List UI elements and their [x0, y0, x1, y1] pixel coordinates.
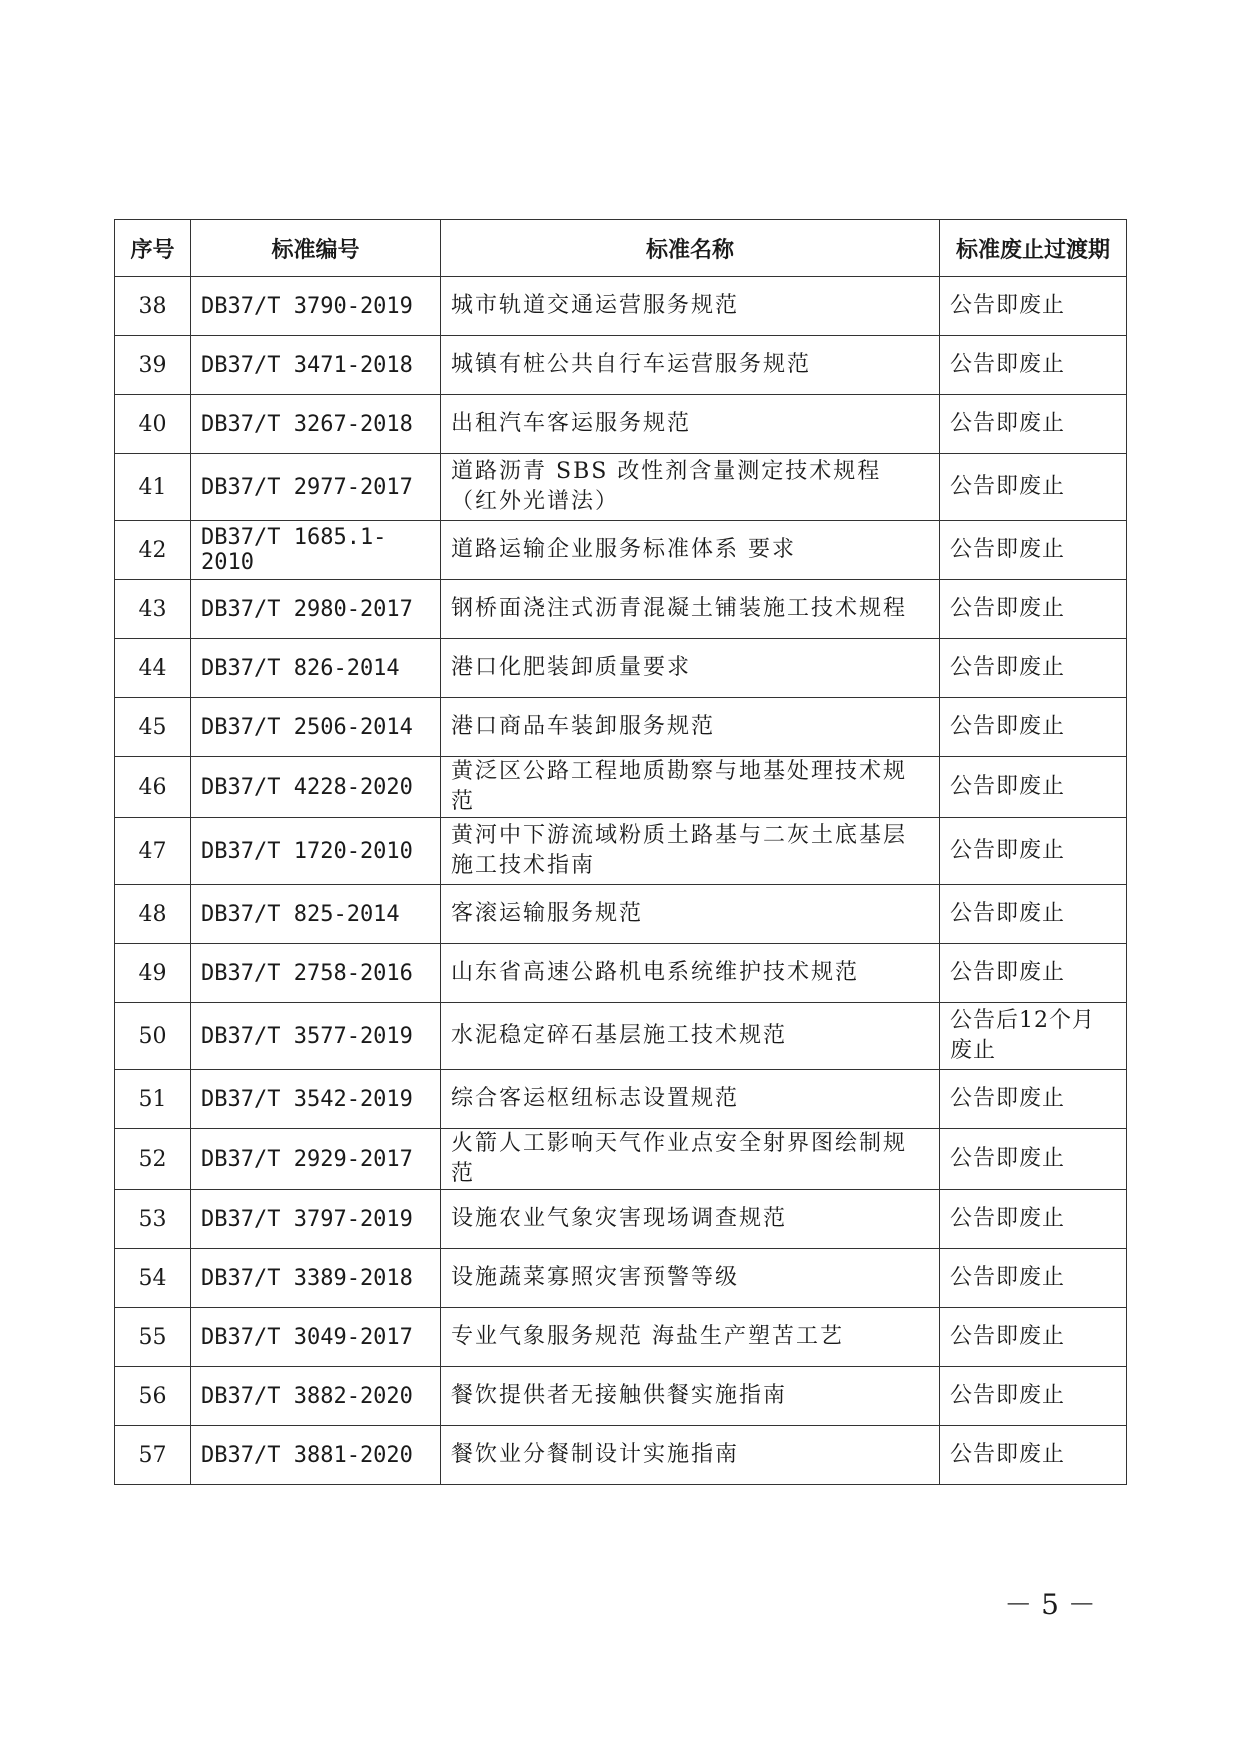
row-code: DB37/T 1685.1-2010 [191, 521, 441, 580]
table-row [115, 1190, 1127, 1249]
row-name: 综合客运枢纽标志设置规范 [441, 1070, 940, 1129]
row-period: 公告即废止 [940, 395, 1127, 454]
row-name: 设施农业气象灾害现场调查规范 [441, 1190, 940, 1249]
table-row [115, 698, 1127, 757]
row-code: DB37/T 3471-2018 [191, 336, 441, 395]
row-name: 餐饮提供者无接触供餐实施指南 [441, 1367, 940, 1426]
header-name: 标准名称 [441, 220, 940, 277]
table-row [115, 454, 1127, 521]
row-code: DB37/T 1720-2010 [191, 818, 441, 885]
row-name: 道路沥青 SBS 改性剂含量测定技术规程（红外光谱法） [441, 454, 940, 521]
row-name: 黄河中下游流域粉质土路基与二灰土底基层施工技术指南 [441, 818, 940, 885]
row-period: 公告即废止 [940, 944, 1127, 1003]
row-index: 56 [115, 1367, 191, 1426]
row-code: DB37/T 2758-2016 [191, 944, 441, 1003]
table-row [115, 1129, 1127, 1190]
row-code: DB37/T 3389-2018 [191, 1249, 441, 1308]
table-header-row [115, 220, 1127, 277]
row-index: 50 [115, 1003, 191, 1070]
row-index: 42 [115, 521, 191, 580]
row-index: 48 [115, 885, 191, 944]
row-code: DB37/T 3882-2020 [191, 1367, 441, 1426]
header-index: 序号 [115, 220, 191, 277]
table-row [115, 277, 1127, 336]
row-code: DB37/T 3881-2020 [191, 1426, 441, 1485]
row-name: 设施蔬菜寡照灾害预警等级 [441, 1249, 940, 1308]
row-index: 51 [115, 1070, 191, 1129]
row-code: DB37/T 3577-2019 [191, 1003, 441, 1070]
row-name: 道路运输企业服务标准体系 要求 [441, 521, 940, 580]
row-name: 专业气象服务规范 海盐生产塑苫工艺 [441, 1308, 940, 1367]
table-row [115, 1070, 1127, 1129]
table-row [115, 1426, 1127, 1485]
row-code: DB37/T 3542-2019 [191, 1070, 441, 1129]
row-name: 黄泛区公路工程地质勘察与地基处理技术规范 [441, 757, 940, 818]
row-code: DB37/T 3790-2019 [191, 277, 441, 336]
table-row [115, 580, 1127, 639]
row-name: 城镇有桩公共自行车运营服务规范 [441, 336, 940, 395]
header-code: 标准编号 [191, 220, 441, 277]
row-period: 公告即废止 [940, 1190, 1127, 1249]
row-period: 公告即废止 [940, 1308, 1127, 1367]
row-period: 公告即废止 [940, 757, 1127, 818]
row-name: 港口商品车装卸服务规范 [441, 698, 940, 757]
row-period: 公告即废止 [940, 885, 1127, 944]
row-period: 公告即废止 [940, 818, 1127, 885]
row-code: DB37/T 3049-2017 [191, 1308, 441, 1367]
table-row [115, 757, 1127, 818]
row-index: 39 [115, 336, 191, 395]
table-row [115, 818, 1127, 885]
row-period: 公告后12个月废止 [940, 1003, 1127, 1070]
row-name: 水泥稳定碎石基层施工技术规范 [441, 1003, 940, 1070]
row-index: 45 [115, 698, 191, 757]
row-name: 客滚运输服务规范 [441, 885, 940, 944]
row-index: 49 [115, 944, 191, 1003]
row-period: 公告即废止 [940, 580, 1127, 639]
row-index: 41 [115, 454, 191, 521]
table-row [115, 336, 1127, 395]
row-code: DB37/T 2506-2014 [191, 698, 441, 757]
row-index: 43 [115, 580, 191, 639]
row-period: 公告即废止 [940, 336, 1127, 395]
row-index: 53 [115, 1190, 191, 1249]
header-period: 标准废止过渡期 [940, 220, 1127, 277]
row-index: 52 [115, 1129, 191, 1190]
row-code: DB37/T 4228-2020 [191, 757, 441, 818]
row-code: DB37/T 826-2014 [191, 639, 441, 698]
table-row [115, 395, 1127, 454]
row-index: 57 [115, 1426, 191, 1485]
row-code: DB37/T 825-2014 [191, 885, 441, 944]
row-period: 公告即废止 [940, 521, 1127, 580]
row-period: 公告即废止 [940, 1070, 1127, 1129]
row-name: 城市轨道交通运营服务规范 [441, 277, 940, 336]
row-name: 山东省高速公路机电系统维护技术规范 [441, 944, 940, 1003]
row-period: 公告即废止 [940, 277, 1127, 336]
row-index: 55 [115, 1308, 191, 1367]
table-row [115, 1367, 1127, 1426]
row-index: 44 [115, 639, 191, 698]
row-index: 38 [115, 277, 191, 336]
row-code: DB37/T 3797-2019 [191, 1190, 441, 1249]
row-period: 公告即废止 [940, 1367, 1127, 1426]
row-index: 47 [115, 818, 191, 885]
row-code: DB37/T 3267-2018 [191, 395, 441, 454]
row-period: 公告即废止 [940, 1426, 1127, 1485]
row-name: 餐饮业分餐制设计实施指南 [441, 1426, 940, 1485]
table-row [115, 1003, 1127, 1070]
row-period: 公告即废止 [940, 698, 1127, 757]
row-period: 公告即废止 [940, 454, 1127, 521]
row-name: 港口化肥装卸质量要求 [441, 639, 940, 698]
page-number: － 5 － [1004, 1588, 1096, 1621]
table-row [115, 639, 1127, 698]
standards-table [114, 219, 1127, 1485]
table-row [115, 521, 1127, 580]
row-index: 54 [115, 1249, 191, 1308]
row-code: DB37/T 2977-2017 [191, 454, 441, 521]
row-period: 公告即废止 [940, 1129, 1127, 1190]
row-name: 出租汽车客运服务规范 [441, 395, 940, 454]
table-row [115, 944, 1127, 1003]
row-period: 公告即废止 [940, 639, 1127, 698]
row-name: 钢桥面浇注式沥青混凝土铺装施工技术规程 [441, 580, 940, 639]
row-code: DB37/T 2980-2017 [191, 580, 441, 639]
row-period: 公告即废止 [940, 1249, 1127, 1308]
table-row [115, 1308, 1127, 1367]
row-code: DB37/T 2929-2017 [191, 1129, 441, 1190]
table-row [115, 1249, 1127, 1308]
table-row [115, 885, 1127, 944]
row-name: 火箭人工影响天气作业点安全射界图绘制规范 [441, 1129, 940, 1190]
row-index: 40 [115, 395, 191, 454]
row-index: 46 [115, 757, 191, 818]
